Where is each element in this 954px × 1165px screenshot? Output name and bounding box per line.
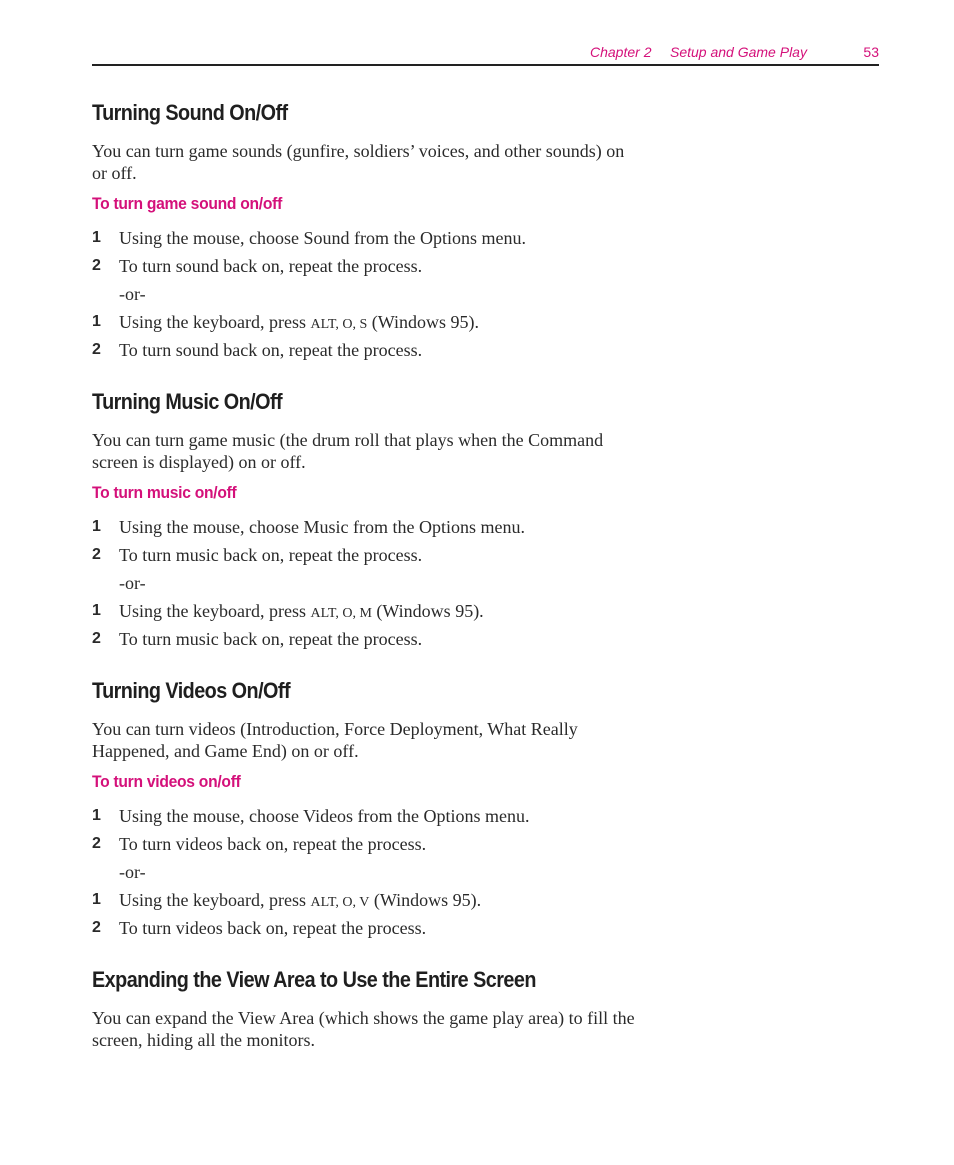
step-item bbox=[92, 516, 652, 544]
or-text: -or- bbox=[119, 284, 146, 304]
step-item bbox=[92, 628, 652, 656]
step-text: Using the mouse, choose Videos from the Options menu. bbox=[119, 806, 530, 826]
step-number: 1 bbox=[92, 891, 101, 908]
step-number: 2 bbox=[92, 257, 101, 274]
procedure-title: To turn game sound on/off bbox=[92, 194, 283, 213]
step-text-post: (Windows 95). bbox=[369, 890, 482, 910]
step-text-pre: Using the keyboard, press bbox=[119, 601, 311, 621]
step-text: To turn videos back on, repeat the process. bbox=[119, 918, 427, 938]
page-body bbox=[92, 100, 652, 1061]
step-item bbox=[92, 889, 652, 917]
step-text bbox=[119, 311, 479, 336]
section-music bbox=[92, 389, 652, 656]
step-item bbox=[92, 227, 652, 255]
step-text-pre: Using the keyboard, press bbox=[119, 890, 311, 910]
step-item bbox=[92, 805, 652, 833]
or-text: -or- bbox=[119, 573, 146, 593]
section-heading: Turning Music On/Off bbox=[92, 389, 283, 414]
step-number: 2 bbox=[92, 835, 101, 852]
or-text: -or- bbox=[119, 862, 146, 882]
step-number: 1 bbox=[92, 229, 101, 246]
section-sound bbox=[92, 100, 652, 367]
section-heading: Turning Sound On/Off bbox=[92, 100, 288, 125]
header-chapter: Chapter 2 bbox=[590, 44, 652, 60]
step-item bbox=[92, 339, 652, 367]
section-intro: You can expand the View Area (which shows the game play area) to fill the screen, hiding all the monitors. bbox=[92, 1008, 635, 1050]
procedure-title: To turn music on/off bbox=[92, 483, 237, 502]
keyboard-keys: ALT, O, S bbox=[310, 317, 368, 332]
keyboard-keys: ALT, O, V bbox=[310, 895, 370, 910]
step-text: To turn music back on, repeat the process. bbox=[119, 545, 423, 565]
step-text-pre: Using the keyboard, press bbox=[119, 312, 311, 332]
or-separator bbox=[92, 283, 652, 311]
step-text: To turn sound back on, repeat the process. bbox=[119, 256, 423, 276]
step-text bbox=[119, 600, 484, 625]
step-text-post: (Windows 95). bbox=[367, 312, 480, 332]
step-text bbox=[119, 889, 481, 914]
step-item bbox=[92, 833, 652, 861]
header-section: Setup and Game Play bbox=[670, 44, 807, 60]
step-item bbox=[92, 311, 652, 339]
section-intro: You can turn game music (the drum roll that plays when the Command screen is displayed) on or off. bbox=[92, 430, 604, 472]
step-number: 2 bbox=[92, 630, 101, 647]
or-separator bbox=[92, 572, 652, 600]
step-text: To turn videos back on, repeat the process. bbox=[119, 834, 427, 854]
keyboard-keys: ALT, O, M bbox=[310, 606, 372, 621]
step-text: Using the mouse, choose Music from the Options menu. bbox=[119, 517, 525, 537]
step-number: 1 bbox=[92, 518, 101, 535]
step-text: To turn sound back on, repeat the process. bbox=[119, 340, 423, 360]
step-number: 1 bbox=[92, 313, 101, 330]
step-item bbox=[92, 255, 652, 283]
page-number: 53 bbox=[863, 44, 879, 60]
step-number: 1 bbox=[92, 602, 101, 619]
step-number: 2 bbox=[92, 341, 101, 358]
step-item bbox=[92, 917, 652, 945]
step-number: 1 bbox=[92, 807, 101, 824]
step-number: 2 bbox=[92, 546, 101, 563]
section-view-area bbox=[92, 967, 652, 1051]
step-item bbox=[92, 600, 652, 628]
section-heading: Expanding the View Area to Use the Entire Screen bbox=[92, 967, 536, 992]
step-item bbox=[92, 544, 652, 572]
page-header bbox=[92, 40, 879, 66]
step-number: 2 bbox=[92, 919, 101, 936]
step-text: To turn music back on, repeat the process. bbox=[119, 629, 423, 649]
procedure-title: To turn videos on/off bbox=[92, 772, 241, 791]
step-text-post: (Windows 95). bbox=[371, 601, 484, 621]
step-text: Using the mouse, choose Sound from the Options menu. bbox=[119, 228, 526, 248]
section-intro: You can turn game sounds (gunfire, soldiers’ voices, and other sounds) on or off. bbox=[92, 141, 625, 183]
section-videos bbox=[92, 678, 652, 945]
section-intro: You can turn videos (Introduction, Force Deployment, What Really Happened, and Game End) on or off. bbox=[92, 719, 578, 761]
section-heading: Turning Videos On/Off bbox=[92, 678, 291, 703]
or-separator bbox=[92, 861, 652, 889]
